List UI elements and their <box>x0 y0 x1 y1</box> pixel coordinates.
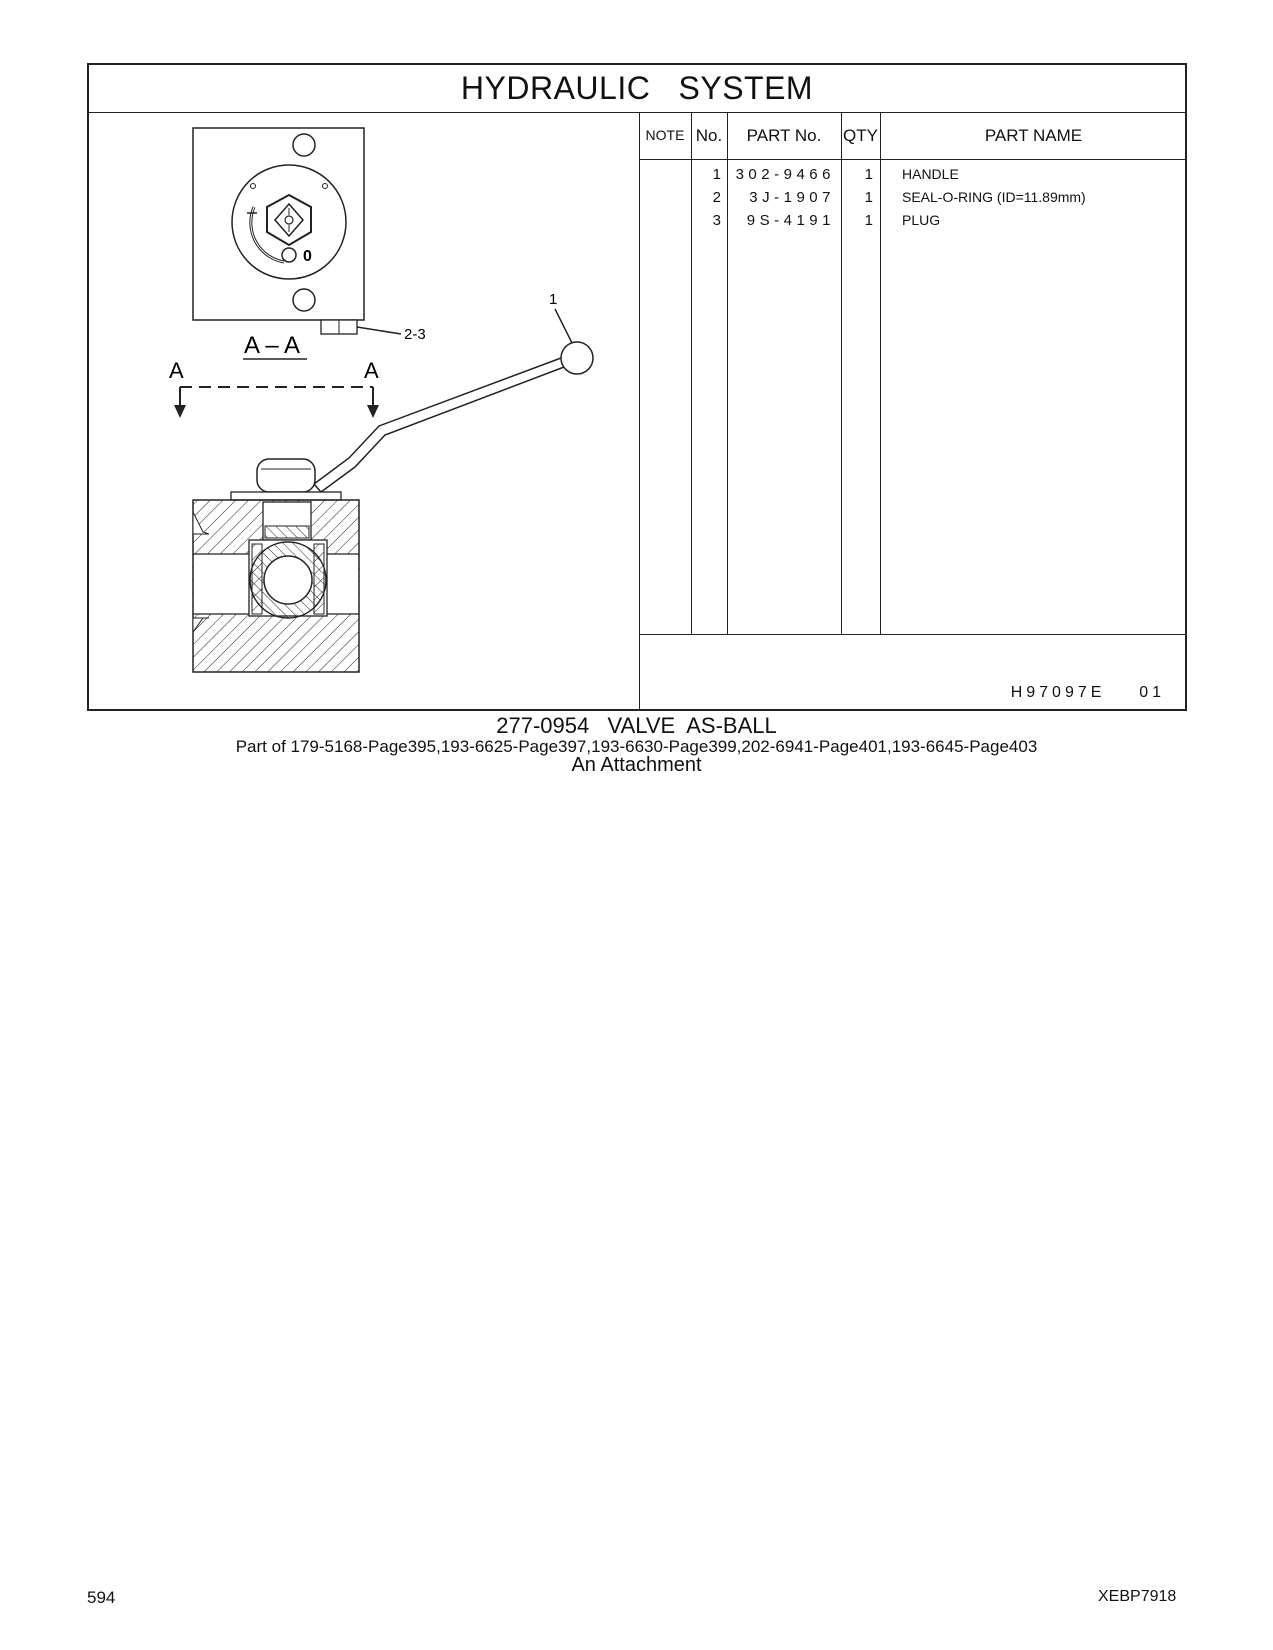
header-part-no: PART No. <box>746 126 822 145</box>
illustration-code: H97097E 01 <box>1010 684 1165 701</box>
row-no: 2 <box>712 189 721 206</box>
row-qty: 1 <box>864 189 873 206</box>
row-part-name: HANDLE <box>902 166 959 182</box>
row-part-no: 9S-4191 <box>746 212 835 229</box>
row-part-no: 3J-1907 <box>749 189 835 206</box>
header-qty: QTY <box>843 126 878 145</box>
dial-mark: 0 <box>303 248 312 265</box>
row-no: 3 <box>712 212 721 229</box>
valve-drawing <box>89 112 640 711</box>
row-qty: 1 <box>864 212 873 229</box>
section-arrow-left-label: A <box>169 358 184 383</box>
part-of-references: Part of 179-5168-Page395,193-6625-Page397,193-6630-Page399,202-6941-Page401,193-6645-Page403 <box>235 737 1038 756</box>
parts-table <box>639 112 1187 711</box>
table-row <box>639 212 1187 235</box>
header-note: NOTE <box>645 127 685 143</box>
row-part-name: PLUG <box>902 212 941 228</box>
page-number: 594 <box>87 1588 116 1607</box>
header-part-name: PART NAME <box>984 126 1083 145</box>
top-view <box>193 128 426 359</box>
table-bottom-rule <box>639 634 1187 635</box>
section-arrows <box>169 358 379 418</box>
table-row <box>639 189 1187 212</box>
row-part-name: SEAL-O-RING (ID=11.89mm) <box>902 189 1086 205</box>
section-title: HYDRAULIC SYSTEM <box>89 65 1185 113</box>
callout-1: 1 <box>549 291 558 308</box>
header-no: No. <box>695 126 723 145</box>
row-part-no: 302-9466 <box>735 166 835 183</box>
parts-frame <box>87 63 1187 711</box>
callout-2-3: 2-3 <box>404 326 426 343</box>
section-arrow-right-label: A <box>364 358 379 383</box>
attachment-note: An Attachment <box>571 754 702 776</box>
table-row <box>639 166 1187 189</box>
part-title: 277-0954 VALVE AS-BALL <box>496 713 777 738</box>
handle <box>257 291 593 492</box>
row-qty: 1 <box>864 166 873 183</box>
row-no: 1 <box>712 166 721 183</box>
valve-illustration <box>89 112 637 711</box>
valve-body-section <box>193 492 359 672</box>
section-label: A – A <box>244 332 301 359</box>
document-id: XEBP7918 <box>1098 1588 1177 1605</box>
